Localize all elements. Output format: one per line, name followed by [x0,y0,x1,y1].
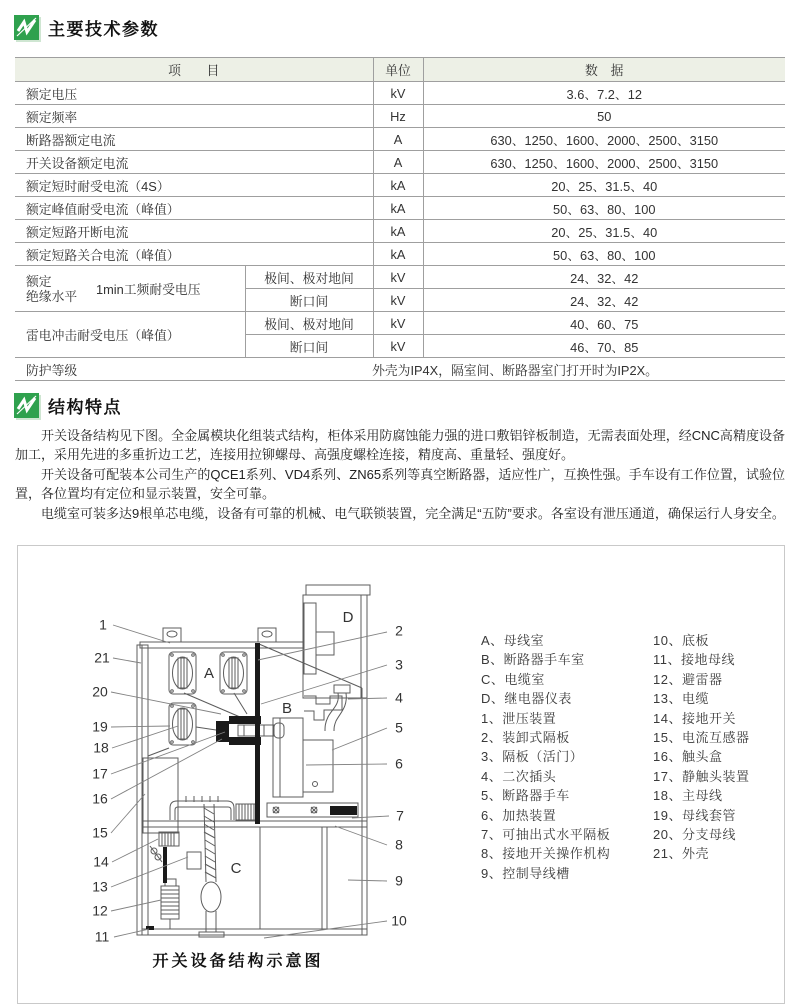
legend-item: 2、装卸式隔板 [481,730,570,746]
param-data: 24、32、42 [423,266,785,289]
callout-5: 5 [395,719,403,736]
param-unit: A [373,128,423,151]
table-row-impulse-1 [15,312,785,335]
section-header-structure [14,393,122,418]
callout-8: 8 [395,836,403,853]
header-data: 数 据 [423,58,785,82]
legend-item: 19、母线套管 [653,807,736,823]
compartment-a-label: A [203,664,215,682]
param-data: 50、63、80、100 [423,243,785,266]
legend-item: 14、接地开关 [653,710,736,726]
section-header-params [14,15,159,40]
param-item: 开关设备额定电流 [15,151,373,174]
sub-item: 断口间 [245,289,373,312]
power-frequency-label: 1min工频耐受电压 [96,282,201,297]
legend-item: 21、外壳 [653,846,709,862]
legend-item: 1、泄压装置 [481,710,557,726]
callout-18: 18 [93,739,109,756]
callout-17: 17 [92,765,108,782]
legend-item: A、母线室 [481,633,545,648]
insulation-level-label: 额定 绝缘水平 [26,273,78,304]
param-unit: kV [373,266,423,289]
param-unit: kA [373,174,423,197]
param-item: 额定峰值耐受电流（峰值） [15,197,373,220]
table-row [15,243,785,266]
param-unit: kV [373,82,423,105]
header-item: 项 目 [15,58,373,82]
callout-4: 4 [395,689,403,706]
compartment-b-label: B [281,699,293,717]
paragraph: 电缆室可装多达9根单芯电缆，设备有可靠的机械、电气联锁装置，完全满足“五防”要求。各室设有泄压通道，确保运行人身安全。 [41,505,785,521]
callout-1: 1 [99,616,107,633]
table-row [15,82,785,105]
callout-14: 14 [93,853,109,870]
param-unit: kV [373,312,423,335]
section-title-structure: 结构特点 [48,398,122,417]
structure-diagram-panel [17,545,785,1004]
legend-item: 7、可抽出式水平隔板 [481,827,611,843]
param-unit: kV [373,335,423,358]
compartment-c-label: C [230,859,242,877]
legend-item: D、继电器仪表 [481,691,572,707]
legend-item: 16、触头盒 [653,749,723,765]
sub-item: 极间、极对地间 [245,266,373,289]
param-unit: kA [373,243,423,266]
protection-label: 防护等级 [15,358,245,381]
legend-item: 3、隔板（活门） [481,749,584,765]
sub-item: 极间、极对地间 [245,312,373,335]
param-unit: A [373,151,423,174]
param-data: 50、63、80、100 [423,197,785,220]
table-row [15,105,785,128]
callout-16: 16 [92,790,108,807]
legend-item: C、电缆室 [481,671,545,687]
param-data: 24、32、42 [423,289,785,312]
callout-19: 19 [92,718,108,735]
sub-item: 断口间 [245,335,373,358]
param-data: 46、70、85 [423,335,785,358]
parameters-table [15,57,785,381]
callout-3: 3 [395,656,403,673]
table-row-protection [15,358,785,381]
section-title-params: 主要技术参数 [48,20,159,39]
legend-item: 9、控制导线槽 [481,865,570,881]
callout-20: 20 [92,683,108,700]
legend-item: 8、接地开关操作机构 [481,846,611,862]
table-row [15,197,785,220]
legend-column-right [653,631,749,864]
pulse-icon [14,15,39,40]
impulse-label-cell: 雷电冲击耐受电压（峰值） [15,312,245,358]
legend-item: 10、底板 [653,633,709,648]
param-item: 额定短时耐受电流（4S） [15,174,373,197]
structure-features-text [15,426,785,523]
param-item: 额定频率 [15,105,373,128]
table-row-insulation-1 [15,266,785,289]
callout-6: 6 [395,755,403,772]
legend-item: 13、电缆 [653,691,709,707]
param-data: 50 [423,105,785,128]
callout-15: 15 [92,824,108,841]
legend-item: 12、避雷器 [653,671,723,687]
callout-21: 21 [94,649,110,666]
param-data: 630、1250、1600、2000、2500、3150 [423,151,785,174]
param-data: 20、25、31.5、40 [423,174,785,197]
param-unit: kA [373,197,423,220]
table-header-row [15,58,785,82]
compartment-d-label: D [342,608,354,626]
legend-item: 17、静触头装置 [653,768,750,784]
legend-item: B、断路器手车室 [481,652,585,668]
legend-item: 5、断路器手车 [481,788,570,804]
legend-item: 6、加热装置 [481,807,557,823]
param-item: 额定电压 [15,82,373,105]
legend-item: 20、分支母线 [653,827,736,843]
legend-item: 11、接地母线 [653,652,735,668]
param-unit: Hz [373,105,423,128]
param-data: 3.6、7.2、12 [423,82,785,105]
protection-value: 外壳为IP4X，隔室间、断路器室门打开时为IP2X。 [245,358,785,381]
param-data: 20、25、31.5、40 [423,220,785,243]
legend-column-left [481,631,610,883]
callout-11: 11 [94,928,110,945]
table-row [15,220,785,243]
callout-2: 2 [395,622,403,639]
table-row [15,174,785,197]
legend-item: 18、主母线 [653,788,723,804]
param-data: 630、1250、1600、2000、2500、3150 [423,128,785,151]
table-row [15,128,785,151]
param-item: 额定短路开断电流 [15,220,373,243]
callout-10: 10 [391,912,407,929]
paragraph: 开关设备结构见下图。全金属模块化组装式结构，柜体采用防腐蚀能力强的进口敷铝锌板制造，无需表面处理，经CNC高精度设备加工，采用先进的多重折边工艺，连接用拉铆螺母、高强度螺栓连接，精度高、重量轻、强度好。 [15,428,785,463]
diagram-callouts [92,609,407,945]
legend-item: 4、二次插头 [481,768,557,784]
callout-13: 13 [92,878,108,895]
param-unit: kV [373,289,423,312]
pulse-icon [14,393,39,418]
leader-lines [111,625,389,938]
switchgear-diagram [18,546,468,1001]
callout-12: 12 [92,902,108,919]
callout-9: 9 [395,872,403,889]
param-item: 断路器额定电流 [15,128,373,151]
callout-7: 7 [396,807,404,824]
diagram-caption: 开关设备结构示意图 [152,953,324,970]
header-unit: 单位 [373,58,423,82]
param-item: 额定短路关合电流（峰值） [15,243,373,266]
paragraph: 开关设备可配装本公司生产的QCE1系列、VD4系列、ZN65系列等真空断路器，适应性广，互换性强。手车设有工作位置，试验位置，各位置均有定位和显示装置，安全可靠。 [15,466,785,502]
table-row [15,151,785,174]
legend-item: 15、电流互感器 [653,730,750,746]
param-unit: kA [373,220,423,243]
param-data: 40、60、75 [423,312,785,335]
insulation-label-cell [15,266,245,312]
